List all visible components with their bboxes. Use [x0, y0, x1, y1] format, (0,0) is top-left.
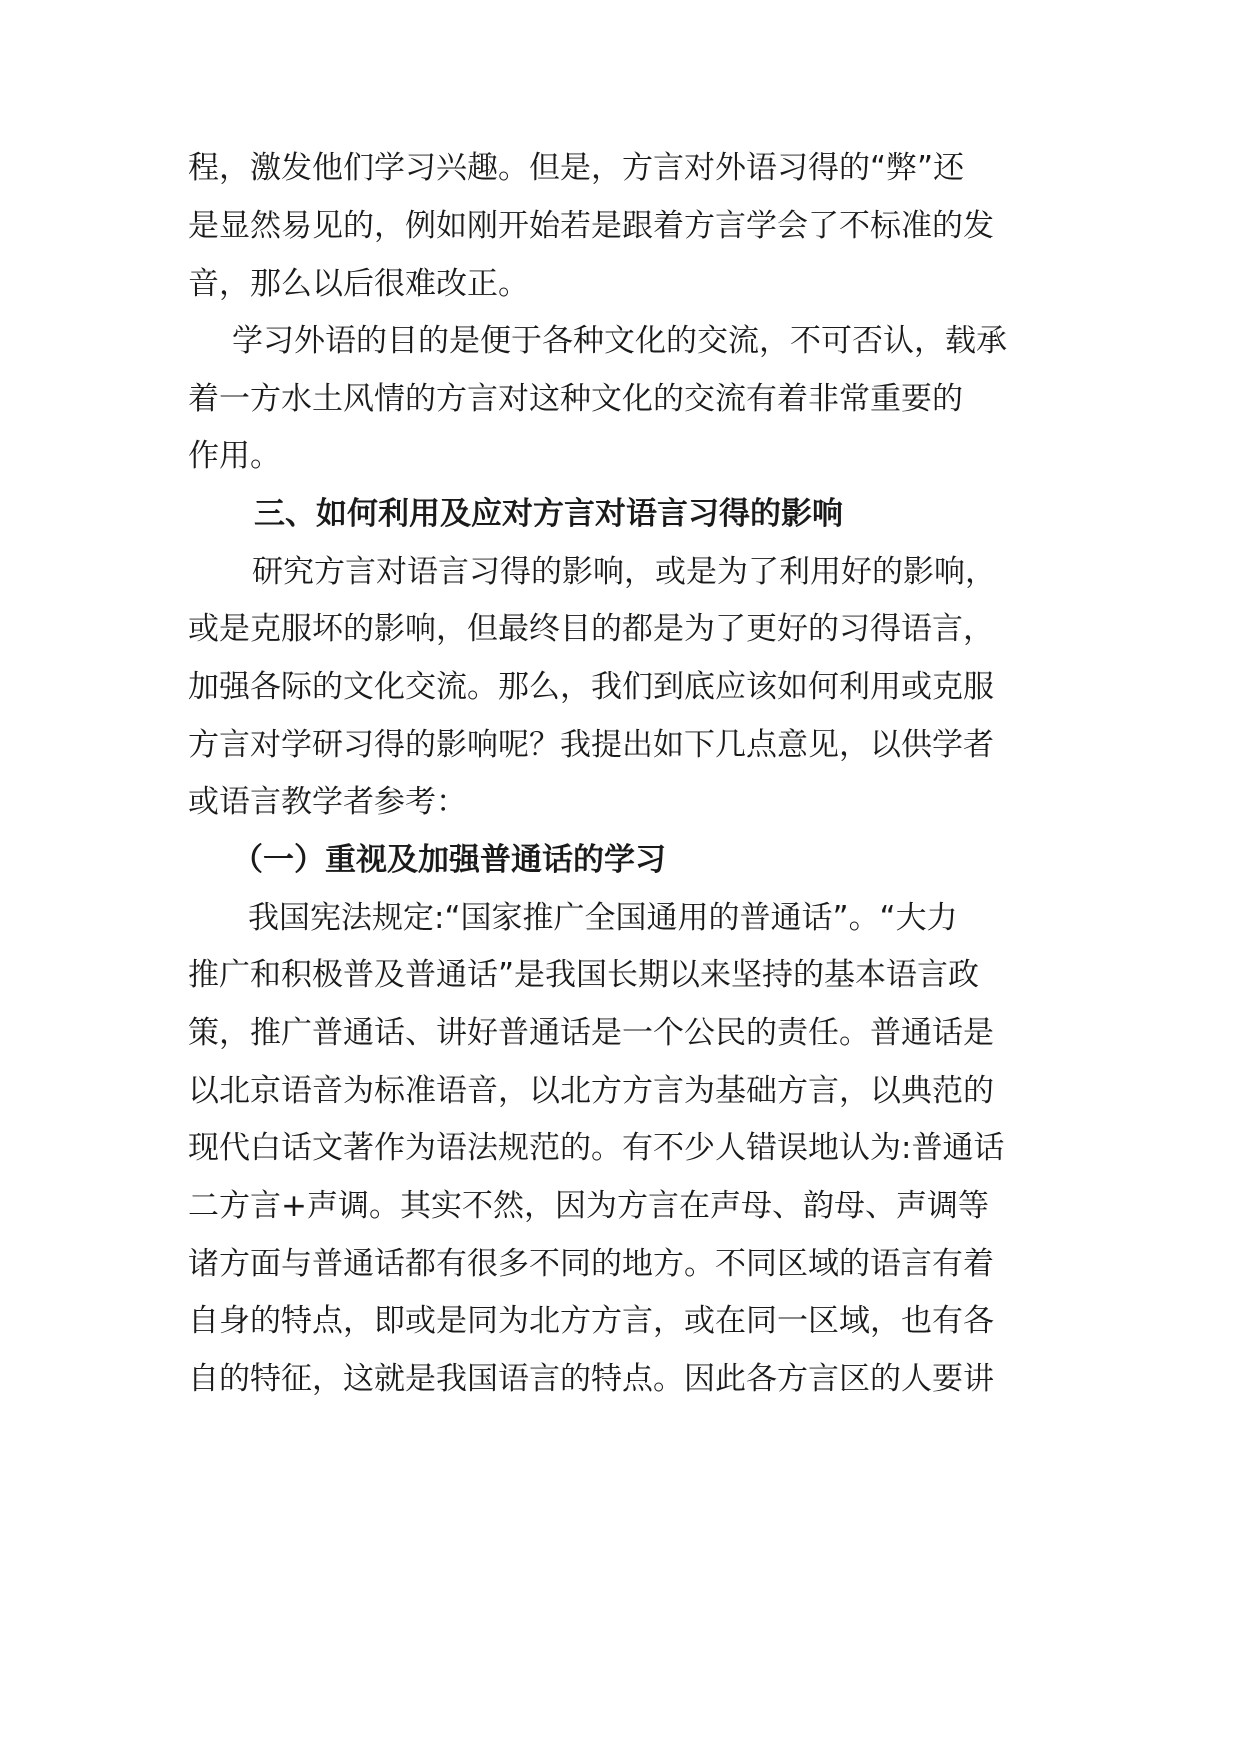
paragraph-line: 现代白话文著作为语法规范的。有不少人错误地认为:普通话	[188, 1130, 1005, 1166]
paragraph-line: 作用。	[188, 438, 281, 474]
subsection-heading: （一）重视及加强普通话的学习	[232, 842, 666, 878]
paragraph-line: 研究方言对语言习得的影响，或是为了利用好的影响，	[252, 554, 996, 590]
paragraph-line: 或语言教学者参考：	[188, 784, 467, 820]
paragraph-line: 自身的特点，即或是同为北方方言，或在同一区域，也有各	[188, 1303, 994, 1339]
section-heading: 三、如何利用及应对方言对语言习得的影响	[254, 496, 843, 532]
paragraph-line: 加强各际的文化交流。那么，我们到底应该如何利用或克服	[188, 669, 994, 705]
paragraph-line: 推广和积极普及普通话”是我国长期以来坚持的基本语言政	[188, 957, 980, 993]
paragraph-line: 音，那么以后很难改正。	[188, 266, 529, 302]
paragraph-line: 策，推广普通话、讲好普通话是一个公民的责任。普通话是	[188, 1015, 994, 1051]
paragraph-line: 或是克服坏的影响，但最终目的都是为了更好的习得语言，	[188, 611, 994, 647]
paragraph-line: 方言对学研习得的影响呢？我提出如下几点意见，以供学者	[188, 727, 994, 763]
paragraph-line: 二方言+声调。其实不然，因为方言在声母、韵母、声调等	[188, 1188, 989, 1224]
paragraph-line: 程，激发他们学习兴趣。但是，方言对外语习得的“弊”还	[188, 150, 965, 186]
paragraph-line: 我国宪法规定:“国家推广全国通用的普通话”。“大力	[248, 900, 958, 936]
paragraph-line: 着一方水土风情的方言对这种文化的交流有着非常重要的	[188, 381, 963, 417]
paragraph-line: 以北京语音为标准语音，以北方方言为基础方言，以典范的	[188, 1073, 994, 1109]
paragraph-line: 学习外语的目的是便于各种文化的交流，不可否认，载承	[232, 323, 1007, 359]
paragraph-line: 自的特征，这就是我国语言的特点。因此各方言区的人要讲	[188, 1361, 994, 1397]
paragraph-line: 是显然易见的，例如刚开始若是跟着方言学会了不标准的发	[188, 208, 994, 244]
paragraph-line: 诸方面与普通话都有很多不同的地方。不同区域的语言有着	[188, 1246, 994, 1282]
